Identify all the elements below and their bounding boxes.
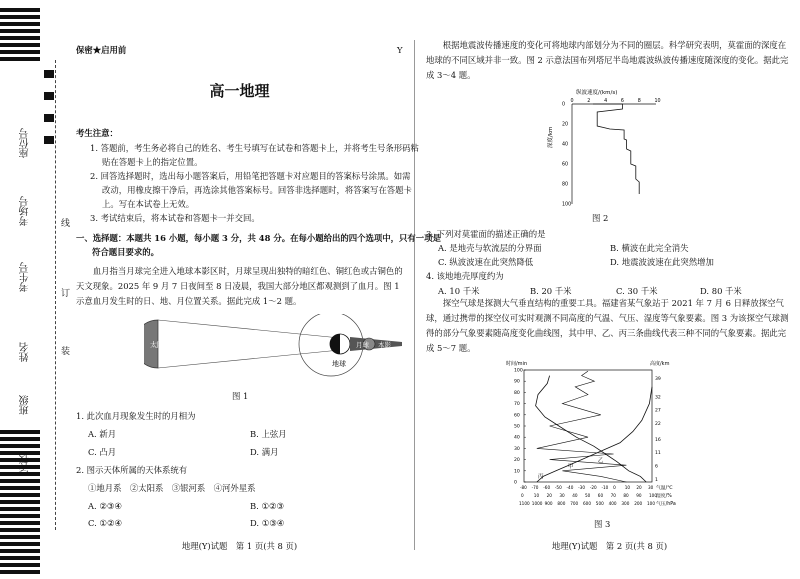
page-divider — [414, 40, 415, 550]
figure-3-caption: 图 3 — [594, 519, 611, 529]
question-2: 2. 图示天体所属的天体系统有 — [76, 465, 188, 475]
binding-stripe — [0, 493, 40, 497]
binding-mark-bind: 装 — [59, 346, 69, 355]
binding-stripe — [0, 563, 40, 567]
binding-stripe — [0, 50, 40, 54]
fig3-temp-tick: 20 — [636, 485, 642, 490]
fig3-humid-tick: 0 — [521, 493, 524, 498]
binding-stripe — [0, 57, 40, 61]
binding-block — [44, 136, 54, 144]
q4-option-a[interactable]: A. 10 千米 — [438, 286, 480, 296]
candidate-number-label: 考生号 — [20, 262, 31, 292]
figure-1-diagram — [144, 314, 404, 382]
binding-stripe — [0, 535, 40, 539]
fig3-press-tick: 800 — [557, 501, 566, 506]
q1-option-c[interactable]: C. 凸月 — [88, 447, 117, 457]
fig3-humid-tick: 20 — [546, 493, 552, 498]
fig3-temp-tick: -10 — [601, 485, 609, 490]
earth-label: 地球 — [332, 360, 346, 368]
fig2-ylabel: 深度/km — [548, 126, 554, 148]
fig3-height-tick: 16 — [655, 437, 661, 443]
figure-2-chart — [546, 86, 666, 212]
fig3-humid-label: 湿度/% — [656, 494, 672, 499]
fig3-time-tick: 0 — [514, 480, 517, 486]
secret-header: 保密★启用前 — [76, 45, 127, 55]
fig3-temp-label: 气温/℃ — [656, 486, 673, 491]
sun-ray-top — [158, 320, 340, 338]
moon-label: 月球 — [356, 341, 369, 349]
fig3-humid-tick: 70 — [610, 493, 616, 498]
q2-option-d[interactable]: D. ①③④ — [250, 518, 285, 528]
fig3-label-jia: 甲 — [568, 464, 574, 470]
notice-3: 3. 考试结束后，将本试卷和答题卡一并交回。 — [90, 213, 260, 223]
fig3-time-tick: 40 — [514, 435, 520, 441]
fig2-axes — [572, 104, 656, 204]
fig3-humid-tick: 10 — [533, 493, 540, 498]
binding-stripe — [0, 8, 40, 12]
fig3-height-label: 高度/km — [650, 361, 670, 367]
binding-stripe — [0, 22, 40, 26]
fig3-height-tick: 39 — [655, 376, 661, 382]
footer-right: 地理(Y)试题 第 2 页(共 8 页) — [551, 541, 668, 551]
fig3-height-tick: 1 — [655, 477, 658, 483]
fig3-height-tick: 22 — [655, 421, 661, 427]
fig3-temp-tick: -40 — [566, 485, 574, 490]
fig3-time-tick: 50 — [514, 424, 520, 430]
page-left — [72, 0, 441, 579]
fig3-time-tick: 60 — [514, 413, 520, 419]
fig3-frame — [524, 370, 652, 482]
fig2-xlabel: 纵波速度/(km/s) — [576, 90, 618, 96]
fig2-x-tick: 4 — [604, 99, 608, 104]
fig3-series-jia — [536, 376, 647, 482]
binding-block — [44, 114, 54, 122]
footer-left: 地理(Y)试题 第 1 页(共 8 页) — [181, 541, 298, 551]
fig3-temp-tick: 10 — [624, 485, 631, 490]
fig3-press-tick: 900 — [544, 501, 553, 506]
notice-1: 1. 答题前，考生务必将自己的姓名、考生号填写在试卷和答题卡上，并将考生号条形码粘 — [90, 143, 419, 153]
fig3-humid-tick: 80 — [623, 493, 629, 498]
page-right — [422, 0, 797, 579]
passage-1: 血月指当月球完全进入地球本影区时，月球呈现出独特的暗红色、铜红色或古铜色的天文现象。2025 年 9 月 7 日夜间至 8 日凌晨，我国大部分地区都观测到了血月。图 1 示意血月发生时的日、地、月位置关系。据此完成 1～2 题。 — [76, 266, 403, 306]
exam-room-label: 考场号 — [20, 196, 31, 226]
fig3-press-tick: 1000 — [531, 501, 543, 506]
binding-stripe — [0, 15, 40, 19]
fig3-press-tick: 600 — [583, 501, 591, 506]
figure-3-chart — [498, 358, 698, 518]
q4-option-c[interactable]: C. 30 千米 — [616, 286, 658, 296]
fig3-height-tick: 27 — [655, 408, 661, 414]
passage-2: 根据地震波传播速度的变化可将地球内部划分为不同的圈层。科学研究表明，莫霍面的深度在地球的不同区域并非一致。图 2 示意法国布列塔尼半岛地震波纵波传播速度随深度的变化。据此完成 3～4 题。 — [426, 40, 789, 80]
binding-stripe — [0, 486, 40, 490]
fig3-press-tick: 100 — [647, 501, 655, 506]
fig3-temp-tick: 0 — [613, 485, 616, 490]
binding-stripe — [0, 43, 40, 47]
fig2-y-tick: 60 — [562, 162, 569, 168]
binding-mark-line: 线 — [59, 218, 69, 227]
q2-option-a[interactable]: A. ②③④ — [88, 501, 122, 511]
binding-stripe — [0, 542, 40, 546]
fig3-temp-tick: -50 — [554, 485, 562, 490]
figure-1-caption: 图 1 — [232, 391, 249, 401]
fig3-humid-tick: 40 — [572, 493, 578, 498]
binding-stripe — [0, 549, 40, 553]
question-4: 4. 该地地壳厚度约为 — [426, 271, 504, 281]
q2-items: ①地月系 ②太阳系 ③银河系 ④河外星系 — [88, 483, 256, 493]
section-1-heading: 一、选择题：本题共 16 小题，每小题 3 分，共 48 分。在每小题给出的四个选项中，只有一项是 — [76, 233, 441, 243]
fig3-humid-tick: 30 — [559, 493, 565, 498]
seat-number-label: 座位号 — [20, 128, 31, 158]
fig3-temp-tick: -60 — [543, 485, 551, 490]
fig2-x-tick: 6 — [620, 99, 624, 104]
q3-option-a[interactable]: A. 是地壳与软流层的分界面 — [438, 243, 542, 253]
notice-1b: 贴在答题卡上的指定位置。 — [102, 157, 203, 167]
q3-option-d[interactable]: D. 地震波波速在此突然增加 — [610, 257, 714, 267]
fig2-y-tick: 80 — [562, 182, 569, 188]
fig2-x-tick: 0 — [570, 99, 574, 104]
binding-stripe — [0, 479, 40, 483]
fig2-x-tick: 10 — [654, 99, 661, 104]
passage-3: 探空气球是探测大气垂直结构的重要工具。福建省某气象站于 2021 年 7 月 6 日释放探空气球，通过携带的探空仪可实时观测不同高度的气温、气压、湿度等气象要素。图 3 为该探空气球测得的部分气象要素随高度变化曲线图，其中甲、乙、丙三条曲线代表三种不同的气象要素。据此完成 5～7 题。 — [426, 298, 789, 353]
fig3-height-tick: 32 — [655, 395, 661, 401]
school-label: 学校 — [20, 455, 31, 475]
binding-stripe — [0, 36, 40, 40]
fig3-press-tick: 200 — [634, 501, 643, 506]
notice-title: 考生注意： — [76, 128, 118, 138]
fig3-time-tick: 20 — [514, 458, 520, 464]
umbra-label: 本影 — [378, 341, 391, 349]
fig3-press-tick: 700 — [570, 501, 579, 506]
fig3-temp-tick: -70 — [531, 485, 539, 490]
binding-stripe — [0, 521, 40, 525]
figure-2-caption: 图 2 — [592, 213, 609, 223]
binding-stripe — [0, 514, 40, 518]
notice-2: 2. 回答选择题时，选出每小题答案后，用铅笔把答题卡对应题目的答案标号涂黑。如需 — [90, 171, 411, 181]
q3-option-b[interactable]: B. 横波在此完全消失 — [610, 243, 689, 253]
fig3-label-yi: 乙 — [598, 458, 604, 464]
fig3-press-tick: 500 — [595, 501, 604, 506]
fig3-time-tick: 100 — [514, 368, 523, 374]
fig2-y-tick: 100 — [562, 202, 572, 208]
binding-stripe — [0, 437, 40, 441]
q1-option-a[interactable]: A. 新月 — [88, 429, 117, 439]
sun-ray-bottom — [158, 350, 340, 368]
fig3-press-label: 气压/hPa — [656, 502, 676, 507]
fig3-series-bing — [537, 371, 627, 482]
fig3-humid-tick: 50 — [585, 493, 591, 498]
binding-stripe — [0, 556, 40, 560]
fig3-humid-tick: 90 — [636, 493, 642, 498]
fig3-temp-tick: 30 — [648, 485, 654, 490]
section-1-heading-b: 符合题目要求的。 — [92, 247, 159, 257]
question-1: 1. 此次血月现象发生时的月相为 — [76, 411, 196, 421]
fig2-x-tick: 2 — [587, 99, 591, 104]
class-label: 班级 — [20, 395, 31, 415]
notice-2b: 改动，用橡皮擦干净后，再选涂其他答案标号。回答非选择题时，将答案写在答题卡 — [102, 185, 412, 195]
fig3-height-tick: 6 — [655, 464, 658, 470]
q1-option-d[interactable]: D. 满月 — [250, 447, 279, 457]
fig3-temp-tick: -20 — [589, 485, 597, 490]
fig2-y-tick: 0 — [562, 102, 566, 108]
fig2-y-tick: 20 — [562, 122, 569, 128]
binding-stripe — [0, 528, 40, 532]
binding-stripe — [0, 507, 40, 511]
fig3-time-label: 时间/min — [506, 361, 528, 367]
fig3-time-tick: 80 — [514, 390, 520, 396]
q2-option-c[interactable]: C. ①②④ — [88, 518, 122, 528]
q4-option-b[interactable]: B. 20 千米 — [530, 286, 572, 296]
fig3-height-tick: 11 — [655, 451, 661, 457]
fig3-time-tick: 70 — [514, 402, 520, 408]
q1-option-b[interactable]: B. 上弦月 — [250, 429, 287, 439]
version-mark: Y — [397, 45, 403, 55]
name-label: 姓名 — [20, 342, 31, 362]
binding-block — [44, 70, 54, 78]
binding-stripe — [0, 570, 40, 574]
fig3-humid-tick: 100 — [649, 493, 657, 498]
fig2-y-tick: 40 — [562, 142, 569, 148]
question-3: 3. 下列对莫霍面的描述正确的是 — [426, 229, 546, 239]
fig3-time-tick: 90 — [514, 379, 520, 385]
fig2-ticks — [562, 98, 661, 208]
exam-title: 高一地理 — [209, 82, 270, 100]
fig3-time-tick: 10 — [514, 469, 520, 475]
q3-option-c[interactable]: C. 纵波波速在此突然降低 — [438, 257, 534, 267]
fig3-temp-tick: -30 — [578, 485, 586, 490]
q2-option-b[interactable]: B. ①②③ — [250, 501, 285, 511]
binding-cut-line — [55, 60, 56, 530]
binding-strip — [0, 0, 70, 579]
fig3-press-tick: 400 — [608, 501, 617, 506]
binding-block — [44, 92, 54, 100]
fig2-x-tick: 8 — [637, 99, 641, 104]
fig3-press-tick: 1100 — [519, 501, 530, 506]
binding-stripe — [0, 444, 40, 448]
q4-option-d[interactable]: D. 80 千米 — [700, 286, 742, 296]
fig3-humid-tick: 60 — [597, 493, 604, 498]
fig2-velocity-line — [593, 104, 639, 194]
notice-2c: 上。写在本试卷上无效。 — [102, 199, 195, 209]
binding-mark-order: 订 — [59, 288, 69, 297]
binding-stripe — [0, 29, 40, 33]
binding-stripe — [0, 430, 40, 434]
fig3-label-bing: 丙 — [538, 474, 544, 480]
binding-stripe — [0, 500, 40, 504]
fig3-time-tick: 30 — [514, 446, 520, 452]
fig3-temp-tick: -80 — [520, 485, 527, 490]
sun-label: 太阳 — [150, 341, 164, 349]
fig3-press-tick: 300 — [621, 501, 630, 506]
